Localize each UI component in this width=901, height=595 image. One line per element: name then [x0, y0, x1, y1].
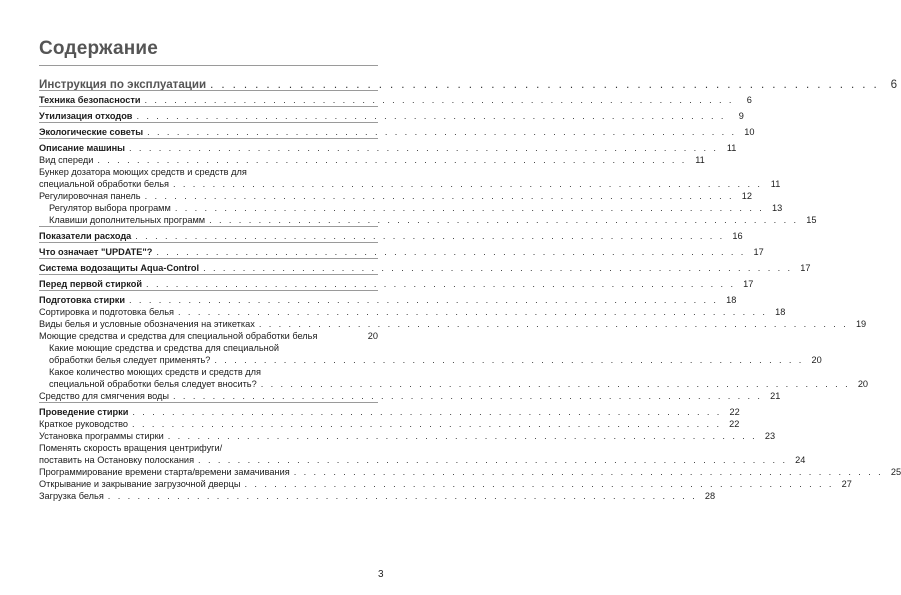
dot-leader: . . . . . . . . . . . . . . . . . . . . . . . . . . . . . . . . . . . . . . . . . . . . . . . . . . . . . . . . . . . .: [156, 247, 746, 257]
toc-entry-title: Утилизация отходов: [39, 111, 133, 121]
toc-entry-title: Техника безопасности: [39, 95, 141, 105]
dot-leader: . . . . . . . . . . . . . . . . . . . . . . . . . . . . . . . . . . . . . . . . . . . . . . . . . . . . . . . . . . . .: [132, 419, 722, 429]
toc-entry[interactable]: [39, 430, 776, 442]
toc-entry[interactable]: [39, 406, 740, 418]
toc-entry-page: 20: [811, 355, 822, 365]
toc-entry[interactable]: [39, 442, 378, 454]
toc-entry-title: Что означает "UPDATE"?: [39, 247, 153, 257]
toc-entry-title: Краткое руководство: [39, 419, 129, 429]
toc-entry[interactable]: [39, 478, 852, 490]
toc-entry-page: 11: [770, 179, 781, 189]
toc-entry-title: Система водозащиты Aqua-Control: [39, 263, 200, 273]
dot-leader: . . . . . . . . . . . . . . . . . . . . . . . . . . . . . . . . . . . . . . . . . . . . . . . . . . . . . . . . . . . .: [132, 407, 722, 417]
dot-leader: . . . . . . . . . . . . . . . . . . . . . . . . . . . . . . . . . . . . . . . . . . . . . . . . . . . . . . . . . . . .: [174, 203, 765, 213]
toc-entry[interactable]: [39, 154, 705, 166]
dot-leader: . . . . . . . . . . . . . . . . . . . . . . . . . . . . . . . . . . . . . . . . . . . . . . . . . . . . . . . . . . . .: [293, 467, 884, 477]
toc-entry[interactable]: [39, 214, 817, 226]
toc-entry-page: 13: [771, 203, 783, 213]
page-title: Содержание: [39, 38, 159, 59]
dot-leader: . . . . . . . . . . . . . . . . . . . . . . . . . . . . . . . . . . . . . . . . . . . . . . . . . . . . . . . . . . . .: [210, 78, 880, 91]
toc-entry-title: специальной обработки белья следует вносить?: [49, 379, 257, 389]
toc-entry-title: Загрузка белья: [39, 491, 104, 501]
toc-entry-title: Инструкция по эксплуатации: [39, 78, 207, 91]
toc-entry-title: Регулировочная панель: [39, 191, 141, 201]
toc-entry-page: 12: [741, 191, 752, 201]
dot-leader: . . . . . . . . . . . . . . . . . . . . . . . . . . . . . . . . . . . . . . . . . . . . . . . . . . . . . . . . . . . .: [203, 263, 793, 273]
toc-entry[interactable]: [39, 354, 822, 366]
toc-entry[interactable]: [39, 418, 740, 430]
toc-entry-title: Какое количество моющих средств и средств для: [49, 367, 261, 377]
toc-entry-page: 19: [855, 319, 867, 329]
toc-entry-page: 18: [775, 307, 786, 317]
table-of-contents: [39, 72, 901, 502]
toc-entry-page: 6: [890, 78, 898, 91]
toc-entry[interactable]: [39, 366, 378, 378]
toc-entry-title: Описание машины: [39, 143, 126, 153]
dot-leader: . . . . . . . . . . . . . . . . . . . . . . . . . . . . . . . . . . . . . . . . . . . . . . . . . . . . . . . . . . . .: [144, 191, 734, 201]
toc-entry[interactable]: [39, 378, 869, 390]
dot-leader: . . . . . . . . . . . . . . . . . . . . . . . . . . . . . . . . . . . . . . . . . . . . . . . . . . . . . . . . . . . .: [214, 355, 804, 365]
dot-leader: . . . . . . . . . . . . . . . . . . . . . . . . . . . . . . . . . . . . . . . . . . . . . . . . . . . . . . . . . . . .: [147, 127, 737, 137]
toc-entry-title: Вид спереди: [39, 155, 94, 165]
toc-entry-title: Регулятор выбора программ: [49, 203, 171, 213]
dot-leader: . . . . . . . . . . . . . . . . . . . . . . . . . . . . . . . . . . . . . . . . . . . . . . . . . . . . . . . . . . . .: [172, 179, 763, 189]
toc-entry[interactable]: [39, 94, 752, 106]
toc-entry-page: 6: [746, 95, 752, 105]
toc-entry-title: Показатели расхода: [39, 231, 132, 241]
toc-entry-title: Экологические советы: [39, 127, 144, 137]
toc-entry-page: 10: [744, 127, 755, 137]
toc-entry[interactable]: [39, 330, 378, 342]
toc-entry-title: Установка программы стирки: [39, 431, 164, 441]
toc-entry-page: 23: [764, 431, 776, 441]
toc-entry-page: 22: [729, 407, 740, 417]
toc-entry-page: 22: [729, 419, 740, 429]
toc-entry[interactable]: [39, 306, 786, 318]
toc-entry[interactable]: [39, 294, 737, 306]
dot-leader: . . . . . . . . . . . . . . . . . . . . . . . . . . . . . . . . . . . . . . . . . . . . . . . . . . . . . . . . . . . .: [178, 307, 768, 317]
toc-entry[interactable]: [39, 466, 901, 478]
toc-entry-title: Какие моющие средства и средства для специальной: [49, 343, 279, 353]
toc-entry[interactable]: [39, 126, 755, 138]
dot-leader: . . . . . . . . . . . . . . . . . . . . . . . . . . . . . . . . . . . . . . . . . . . . . . . . . . . . . . . . . . . .: [244, 479, 834, 489]
toc-entry-title: Поменять скорость вращения центрифуги/: [39, 443, 223, 453]
toc-entry[interactable]: [39, 190, 752, 202]
dot-leader: . . . . . . . . . . . . . . . . . . . . . . . . . . . . . . . . . . . . . . . . . . . . . . . . . . . . . . . . . . . .: [146, 279, 736, 289]
toc-entry[interactable]: [39, 202, 783, 214]
toc-entry-title: Средство для смягчения воды: [39, 391, 170, 401]
toc-entry[interactable]: [39, 230, 743, 242]
toc-entry-title: Перед первой стиркой: [39, 279, 143, 289]
toc-entry-page: 20: [857, 379, 869, 389]
toc-entry[interactable]: [39, 454, 806, 466]
toc-entry-title: Подготовка стирки: [39, 295, 126, 305]
toc-entry[interactable]: [39, 246, 764, 258]
toc-entry-page: 20: [367, 331, 378, 341]
toc-entry-page: 9: [738, 111, 744, 121]
toc-entry-page: 16: [732, 231, 743, 241]
title-divider: [39, 65, 378, 66]
dot-leader: . . . . . . . . . . . . . . . . . . . . . . . . . . . . . . . . . . . . . . . . . . . . . . . . . . . . . . . . . . . .: [107, 491, 698, 501]
toc-entry-page: 17: [743, 279, 754, 289]
toc-entry[interactable]: [39, 72, 898, 91]
dot-leader: . . . . . . . . . . . . . . . . . . . . . . . . . . . . . . . . . . . . . . . . . . . . . . . . . . . . . . . . . . . .: [129, 295, 719, 305]
dot-leader: . . . . . . . . . . . . . . . . . . . . . . . . . . . . . . . . . . . . . . . . . . . . . . . . . . . . . . . . . . . .: [144, 95, 734, 105]
toc-entry-title: Открывание и закрывание загрузочной дверцы: [39, 479, 241, 489]
toc-entry-title: Виды белья и условные обозначения на этикетках: [39, 319, 255, 329]
toc-entry-page: 25: [890, 467, 901, 477]
toc-entry[interactable]: [39, 110, 744, 122]
toc-entry-page: 24: [795, 455, 806, 465]
toc-entry-page: 17: [800, 263, 811, 273]
toc-entry[interactable]: [39, 278, 754, 290]
dot-leader: . . . . . . . . . . . . . . . . . . . . . . . . . . . . . . . . . . . . . . . . . . . . . . . . . . . . . . . . . . . .: [260, 379, 851, 389]
toc-entry-page: 28: [704, 491, 716, 501]
toc-entry[interactable]: [39, 318, 867, 330]
toc-entry-page: 21: [770, 391, 781, 401]
toc-entry-page: 15: [806, 215, 817, 225]
toc-entry-title: Программирование времени старта/времени замачивания: [39, 467, 290, 477]
toc-entry-title: Бункер дозатора моющих средств и средств для: [39, 167, 247, 177]
dot-leader: . . . . . . . . . . . . . . . . . . . . . . . . . . . . . . . . . . . . . . . . . . . . . . . . . . . . . . . . . . . .: [258, 319, 849, 329]
toc-entry-page: 11: [695, 155, 705, 165]
toc-entry[interactable]: [39, 490, 716, 502]
dot-leader: . . . . . . . . . . . . . . . . . . . . . . . . . . . . . . . . . . . . . . . . . . . . . . . . . . . . . . . . . . . .: [129, 143, 719, 153]
dot-leader: . . . . . . . . . . . . . . . . . . . . . . . . . . . . . . . . . . . . . . . . . . . . . . . . . . . . . . . . . . . .: [135, 231, 725, 241]
toc-entry[interactable]: [39, 262, 811, 274]
toc-entry-page: 27: [841, 479, 852, 489]
dot-leader: . . . . . . . . . . . . . . . . . . . . . . . . . . . . . . . . . . . . . . . . . . . . . . . . . . . . . . . . . . . .: [173, 391, 763, 401]
toc-entry-title: Моющие средства и средства для специальной обработки белья: [39, 331, 318, 341]
dot-leader: . . . . . . . . . . . . . . . . . . . . . . . . . . . . . . . . . . . . . . . . . . . . . . . . . . . . . . . . . . . .: [209, 215, 799, 225]
dot-leader: . . . . . . . . . . . . . . . . . . . . . . . . . . . . . . . . . . . . . . . . . . . . . . . . . . . . . . . . . . . .: [136, 111, 726, 121]
dot-leader: . . . . . . . . . . . . . . . . . . . . . . . . . . . . . . . . . . . . . . . . . . . . . . . . . . . . . . . . . . . .: [97, 155, 687, 165]
toc-entry[interactable]: [39, 390, 781, 402]
toc-entry-page: 18: [726, 295, 737, 305]
toc-entry-page: 17: [753, 247, 764, 257]
toc-entry[interactable]: [39, 178, 781, 190]
toc-entry[interactable]: [39, 142, 737, 154]
dot-leader: . . . . . . . . . . . . . . . . . . . . . . . . . . . . . . . . . . . . . . . . . . . . . . . . . . . . . . . . . . . .: [167, 431, 758, 441]
toc-entry-page: 11: [726, 143, 737, 153]
toc-entry[interactable]: [39, 166, 378, 178]
toc-entry[interactable]: [39, 342, 378, 354]
toc-entry-title: Клавиши дополнительных программ: [49, 215, 206, 225]
toc-entry-title: поставить на Остановку полоскания: [39, 455, 195, 465]
toc-entry-title: специальной обработки белья: [39, 179, 169, 189]
toc-entry-title: Сортировка и подготовка белья: [39, 307, 175, 317]
page-number: 3: [378, 569, 384, 580]
toc-entry-title: Проведение стирки: [39, 407, 129, 417]
dot-leader: . . . . . . . . . . . . . . . . . . . . . . . . . . . . . . . . . . . . . . . . . . . . . . . . . . . . . . . . . . . .: [198, 455, 788, 465]
toc-entry-title: обработки белья следует применять?: [49, 355, 211, 365]
